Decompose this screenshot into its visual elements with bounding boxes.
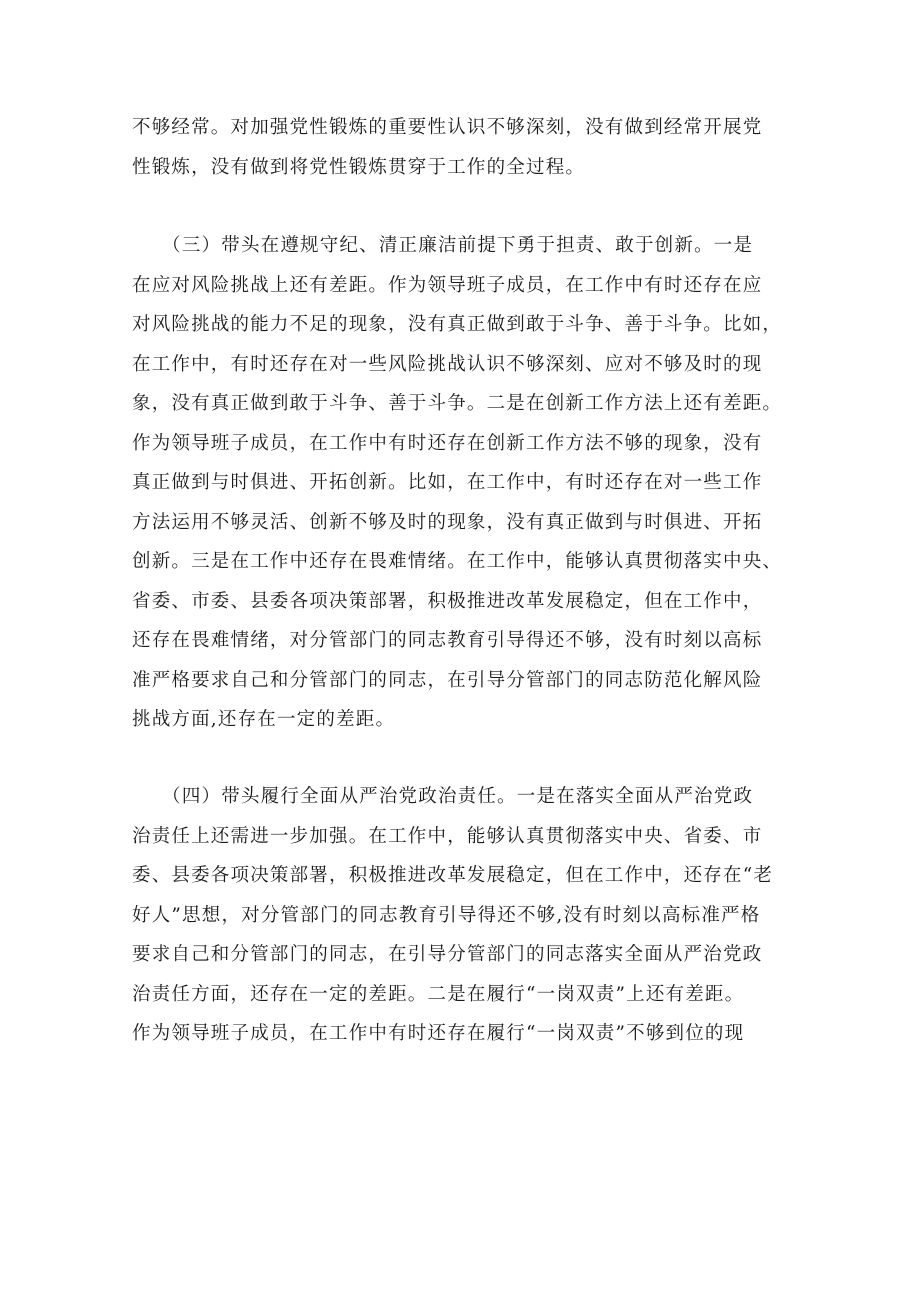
text-line: （三）带头在遵规守纪、清正廉洁前提下勇于担责、敢于创新。一是 <box>132 235 754 256</box>
text-line: 省委、市委、县委各项决策部署，积极推进改革发展稳定，但在工作中， <box>132 590 763 612</box>
text-line: 挑战方面,还存在一定的差距。 <box>132 709 396 730</box>
text-line: 创新。三是在工作中还存在畏难情绪。在工作中，能够认真贯彻落实中央、 <box>132 551 783 572</box>
text-line: 方法运用不够灵活、创新不够及时的现象，没有真正做到与时俱进、开拓 <box>132 511 763 533</box>
text-line: 作为领导班子成员，在工作中有时还存在创新工作方法不够的现象，没有 <box>132 432 763 454</box>
text-line: 真正做到与时俱进、开拓创新。比如，在工作中，有时还存在对一些工作 <box>132 472 763 493</box>
paragraph-1 <box>132 108 792 187</box>
paragraph-3 <box>132 777 792 1054</box>
text-line: （四）带头履行全面从严治党政治责任。一是在落实全面从严治党政 <box>132 786 754 807</box>
text-line: 治责任上还需进一步加强。在工作中，能够认真贯彻落实中央、省委、市 <box>132 825 763 847</box>
text-line: 委、县委各项决策部署，积极推进改革发展稳定，但在工作中，还存在“老 <box>132 865 774 886</box>
text-line: 好人”思想，对分管部门的同志教育引导得还不够,没有时刻以高标准严格 <box>132 904 761 926</box>
text-line: 还存在畏难情绪，对分管部门的同志教育引导得还不够，没有时刻以高标 <box>132 630 763 651</box>
text-line: 象，没有真正做到敢于斗争、善于斗争。二是在创新工作方法上还有差距。 <box>132 393 783 414</box>
text-line: 在应对风险挑战上还有差距。作为领导班子成员，在工作中有时还存在应 <box>132 274 763 296</box>
text-line: 性锻炼，没有做到将党性锻炼贯穿于工作的全过程。 <box>132 156 586 178</box>
text-line: 作为领导班子成员，在工作中有时还存在履行“一岗双责”不够到位的现 <box>132 1023 745 1044</box>
text-line: 准严格要求自己和分管部门的同志，在引导分管部门的同志防范化解风险 <box>132 669 763 691</box>
text-line: 在工作中，有时还存在对一些风险挑战认识不够深刻、应对不够及时的现 <box>132 353 763 375</box>
paragraph-2 <box>132 226 792 740</box>
text-line: 对风险挑战的能力不足的现象，没有真正做到敢于斗争、善于斗争。比如， <box>132 314 783 335</box>
text-line: 要求自己和分管部门的同志，在引导分管部门的同志落实全面从严治党政 <box>132 944 763 965</box>
text-line: 治责任方面，还存在一定的差距。二是在履行“一岗双责”上还有差距。 <box>132 983 745 1005</box>
text-line: 不够经常。对加强党性锻炼的重要性认识不够深刻，没有做到经常开展党 <box>132 117 763 138</box>
